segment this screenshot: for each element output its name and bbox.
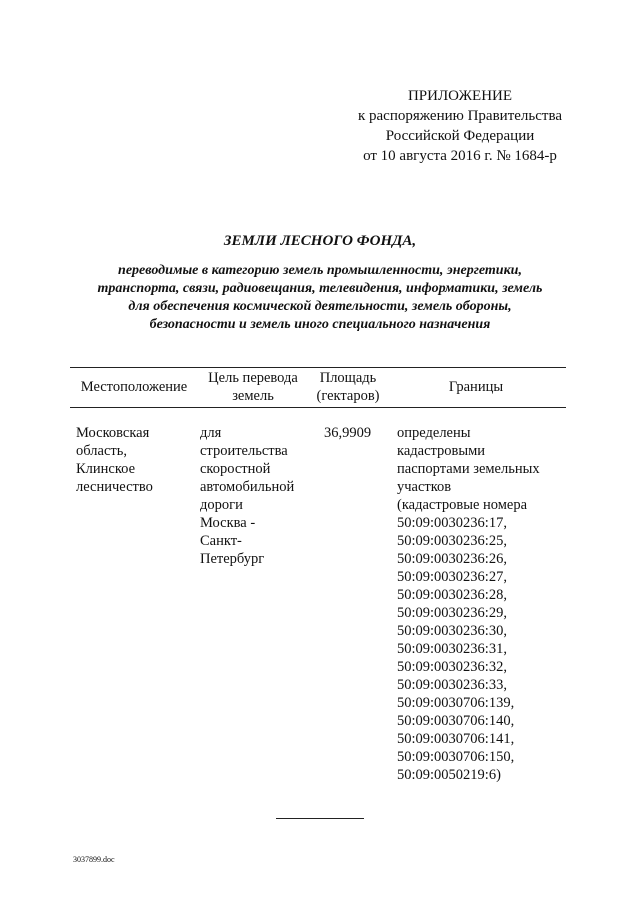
cell-area: [324, 424, 371, 442]
header-area-line: Площадь: [319, 370, 377, 386]
subtitle-line: переводимые в категорию земель промышленности, энергетики,: [118, 263, 522, 278]
cell-location: [76, 424, 153, 496]
cell-line: Санкт-: [200, 533, 242, 549]
cell-line: 50:09:0030706:140,: [397, 713, 515, 729]
cell-purpose: [200, 424, 294, 568]
cell-line: 50:09:0030236:33,: [397, 677, 507, 693]
cell-line: участков: [397, 479, 452, 495]
cell-line: 50:09:0030236:26,: [397, 551, 507, 567]
cell-line: 50:09:0030236:31,: [397, 641, 507, 657]
cell-line: Клинское: [76, 461, 136, 477]
subtitle-line: для обеспечения космической деятельности, земель обороны,: [128, 299, 512, 314]
cell-line: лесничество: [76, 479, 153, 495]
cell-line: 50:09:0030236:28,: [397, 587, 507, 603]
cell-line: паспортами земельных: [397, 461, 540, 477]
subtitle-line: транспорта, связи, радиовещания, телевидения, информатики, земель: [97, 281, 543, 296]
subtitle-line: безопасности и земель иного специального назначения: [149, 317, 491, 332]
cell-line: для: [200, 425, 222, 441]
header-area: [311, 369, 385, 405]
appendix-label: ПРИЛОЖЕНИЕ: [407, 88, 513, 104]
cell-line: 50:09:0030706:141,: [397, 731, 515, 747]
cell-borders: [397, 424, 540, 784]
header-location: Местоположение: [80, 379, 188, 395]
cell-line: 50:09:0030236:29,: [397, 605, 507, 621]
cell-line: Московская: [76, 425, 150, 441]
cell-line: 50:09:0030236:25,: [397, 533, 507, 549]
header-purpose: [196, 369, 310, 405]
document-title-text: ЗЕМЛИ ЛЕСНОГО ФОНДА,: [223, 233, 417, 249]
appendix-government: Российской Федерации: [385, 128, 535, 144]
appendix-header: [340, 86, 580, 166]
cell-line: строительства: [200, 443, 288, 459]
cell-line: 50:09:0030236:17,: [397, 515, 507, 531]
appendix-date-number: от 10 августа 2016 г. № 1684-р: [363, 148, 557, 164]
header-purpose-line: Цель перевода: [208, 370, 298, 386]
cell-line: Москва -: [200, 515, 256, 531]
cell-line: 50:09:0030706:150,: [397, 749, 515, 765]
cell-line: 50:09:0030236:30,: [397, 623, 507, 639]
cell-line: автомобильной: [200, 479, 295, 495]
header-borders: Границы: [448, 379, 504, 395]
header-purpose-line: земель: [232, 388, 274, 404]
document-title: [70, 233, 570, 250]
table-header-rule: [70, 407, 566, 408]
table-top-rule: [70, 367, 566, 368]
cell-line: скоростной: [200, 461, 271, 477]
cell-line: область,: [76, 443, 127, 459]
cell-line: 50:09:0050219:6): [397, 767, 501, 783]
cell-line: кадастровыми: [397, 443, 486, 459]
cell-area-value: 36,9909: [324, 425, 372, 441]
footer-divider: [276, 818, 364, 819]
cell-line: 50:09:0030706:139,: [397, 695, 515, 711]
cell-line: (кадастровые номера: [397, 497, 528, 513]
cell-line: 50:09:0030236:27,: [397, 569, 507, 585]
document-subtitle: [70, 262, 570, 334]
document-filename: 3037899.doc: [73, 855, 115, 864]
cell-line: дороги: [200, 497, 243, 513]
header-area-line: (гектаров): [316, 388, 380, 404]
cell-line: определены: [397, 425, 471, 441]
cell-line: 50:09:0030236:32,: [397, 659, 507, 675]
appendix-order-ref: к распоряжению Правительства: [357, 108, 562, 124]
cell-line: Петербург: [200, 551, 265, 567]
